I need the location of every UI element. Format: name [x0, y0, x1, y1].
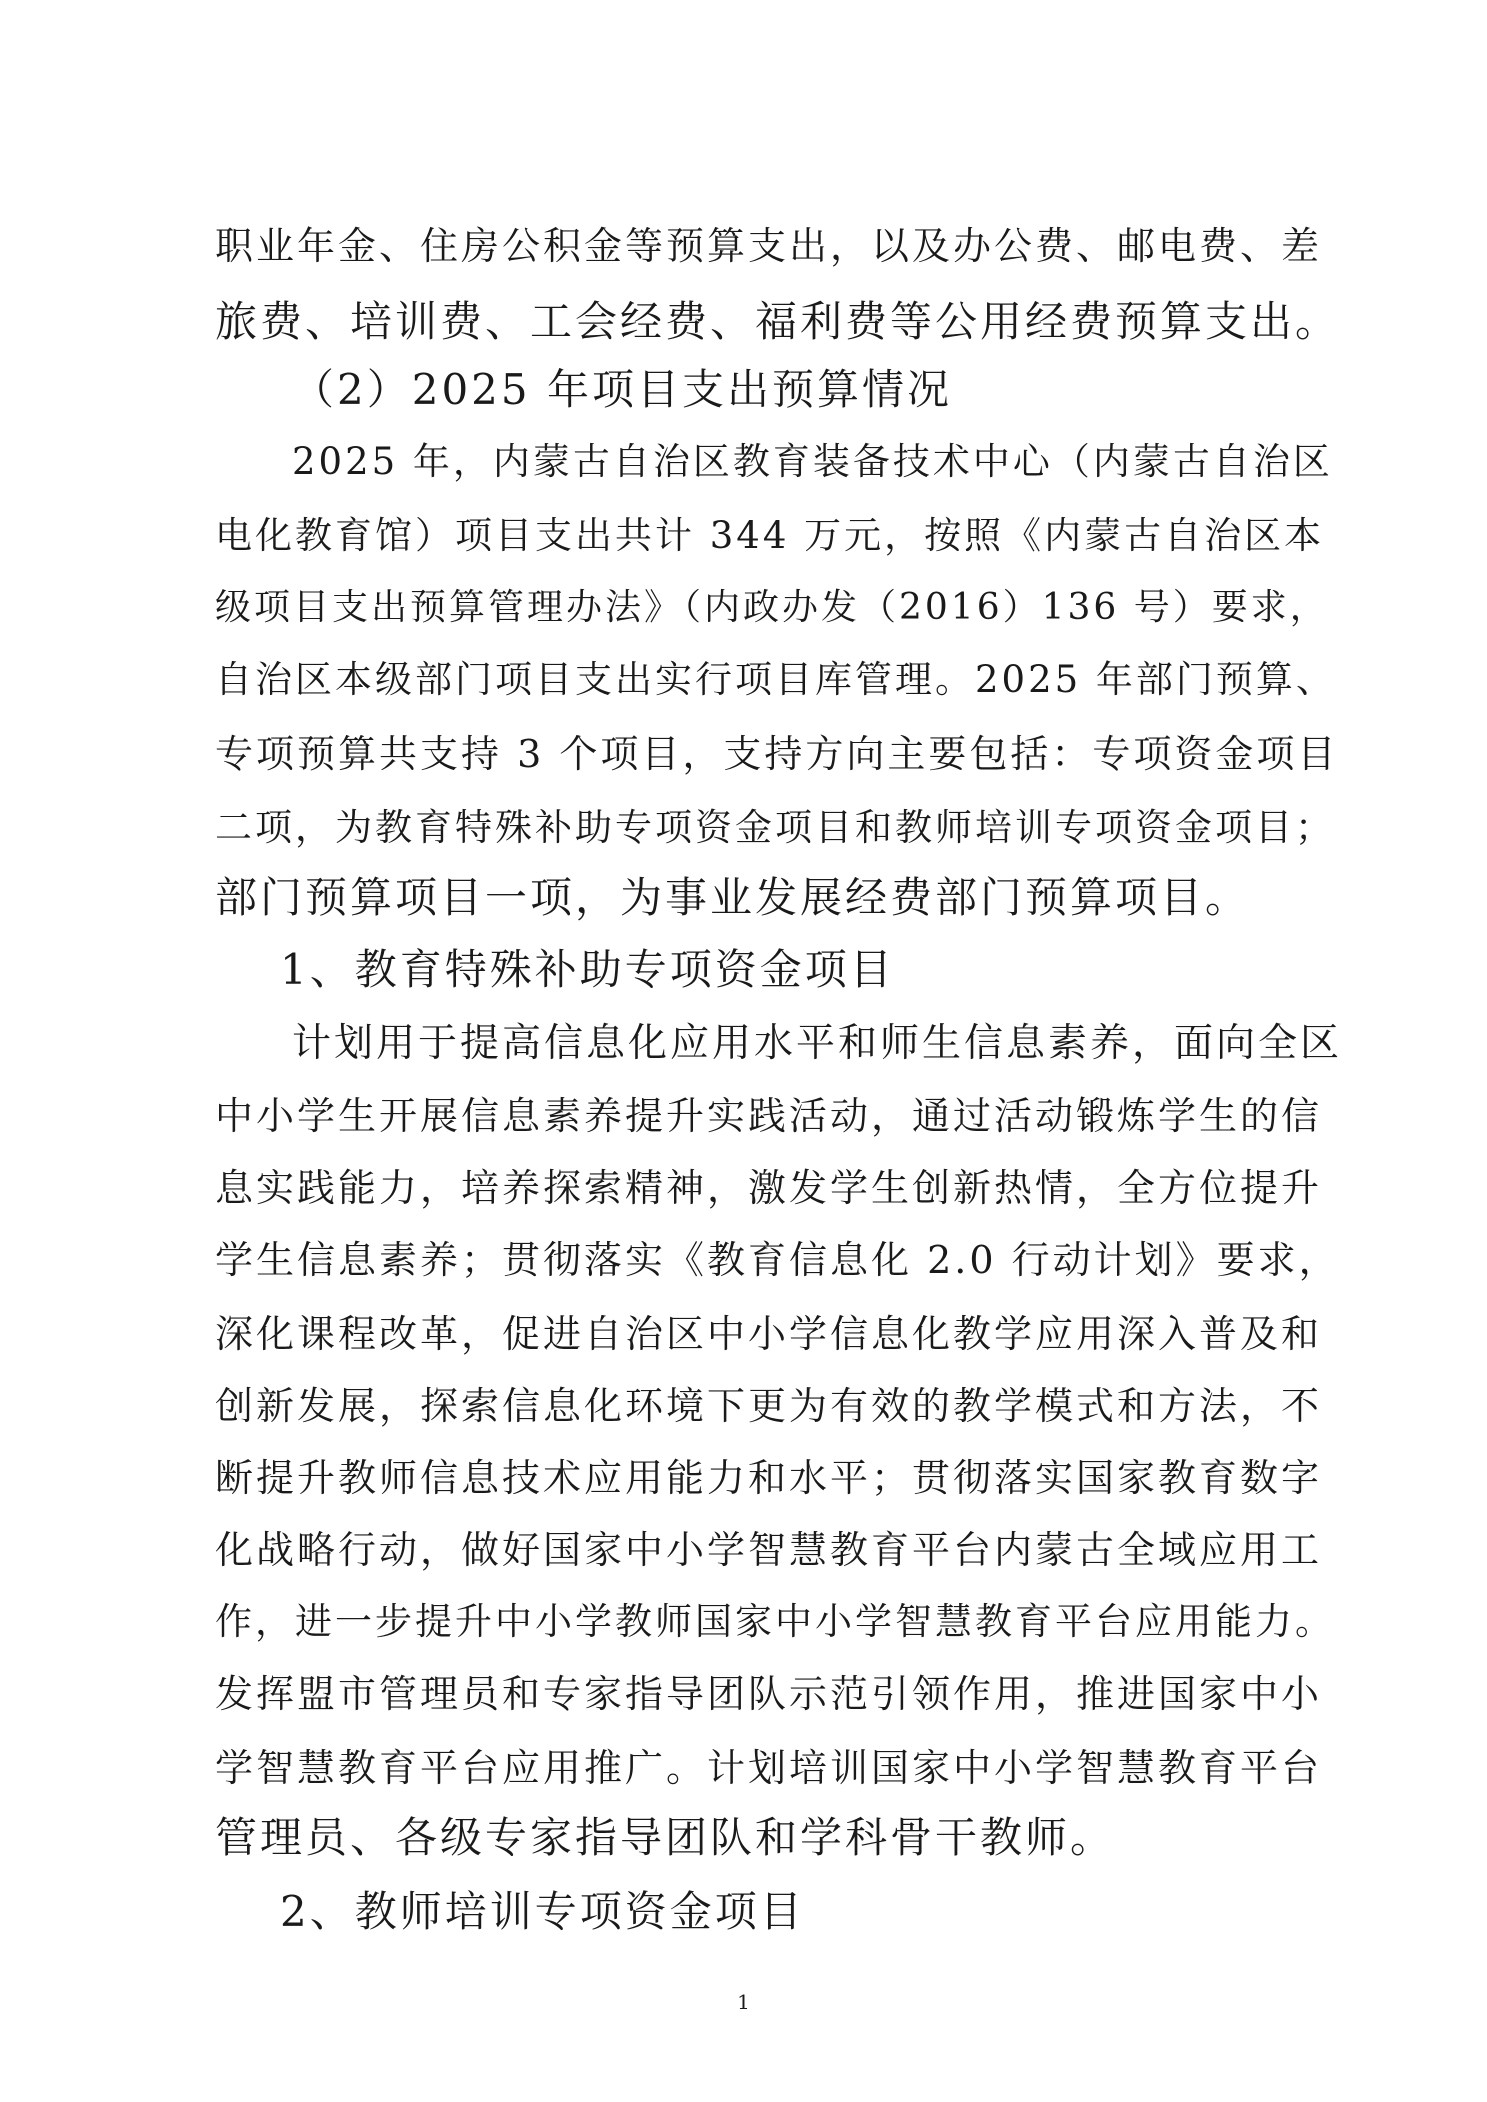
body-text-line: 部门预算项目一项，为事业发展经费部门预算项目。 [215, 873, 1251, 922]
section-heading: （2）2025 年项目支出预算情况 [292, 365, 952, 414]
body-text-line: 深化课程改革，促进自治区中小学信息化教学应用深入普及和 [215, 1312, 1323, 1356]
body-text-line: 管理员、各级专家指导团队和学科骨干教师。 [215, 1813, 1116, 1862]
page-number: 1 [737, 1990, 750, 2014]
body-text-line: 二项，为教育特殊补助专项资金项目和教师培训专项资金项目； [215, 806, 1335, 849]
body-text-line: 创新发展，探索信息化环境下更为有效的教学模式和方法，不 [215, 1384, 1323, 1428]
body-text-line: 息实践能力，培养探索精神，激发学生创新热情，全方位提升 [215, 1166, 1323, 1210]
body-text-line: 学生信息素养；贯彻落实《教育信息化 2.0 行动计划》要求， [215, 1238, 1340, 1282]
body-text-line: 职业年金、住房公积金等预算支出，以及办公费、邮电费、差 [215, 224, 1323, 268]
body-text-line: 电化教育馆）项目支出共计 344 万元，按照《内蒙古自治区本 [215, 514, 1325, 557]
subsection-heading: 1、教育特殊补助专项资金项目 [280, 945, 895, 994]
body-text-line: 发挥盟市管理员和专家指导团队示范引领作用，推进国家中小 [215, 1672, 1323, 1716]
body-text-line: 中小学生开展信息素养提升实践活动，通过活动锻炼学生的信 [215, 1094, 1323, 1138]
body-text-line: 计划用于提高信息化应用水平和师生信息素养，面向全区 [292, 1021, 1343, 1066]
subsection-heading: 2、教师培训专项资金项目 [280, 1887, 805, 1936]
body-text-line: 作，进一步提升中小学教师国家中小学智慧教育平台应用能力。 [215, 1600, 1335, 1643]
body-text-line: 2025 年，内蒙古自治区教育装备技术中心（内蒙古自治区 [292, 440, 1333, 483]
body-text-line: 旅费、培训费、工会经费、福利费等公用经费预算支出。 [215, 297, 1341, 346]
body-text-line: 自治区本级部门项目支出实行项目库管理。2025 年部门预算、 [215, 658, 1336, 701]
body-text-line: 化战略行动，做好国家中小学智慧教育平台内蒙古全域应用工 [215, 1528, 1323, 1572]
body-text-line: 级项目支出预算管理办法》（内政办发（2016）136 号）要求， [215, 587, 1329, 628]
body-text-line: 断提升教师信息技术应用能力和水平；贯彻落实国家教育数字 [215, 1456, 1323, 1500]
body-text-line: 专项预算共支持 3 个项目，支持方向主要包括：专项资金项目 [215, 732, 1339, 776]
body-text-line: 学智慧教育平台应用推广。计划培训国家中小学智慧教育平台 [215, 1746, 1323, 1790]
